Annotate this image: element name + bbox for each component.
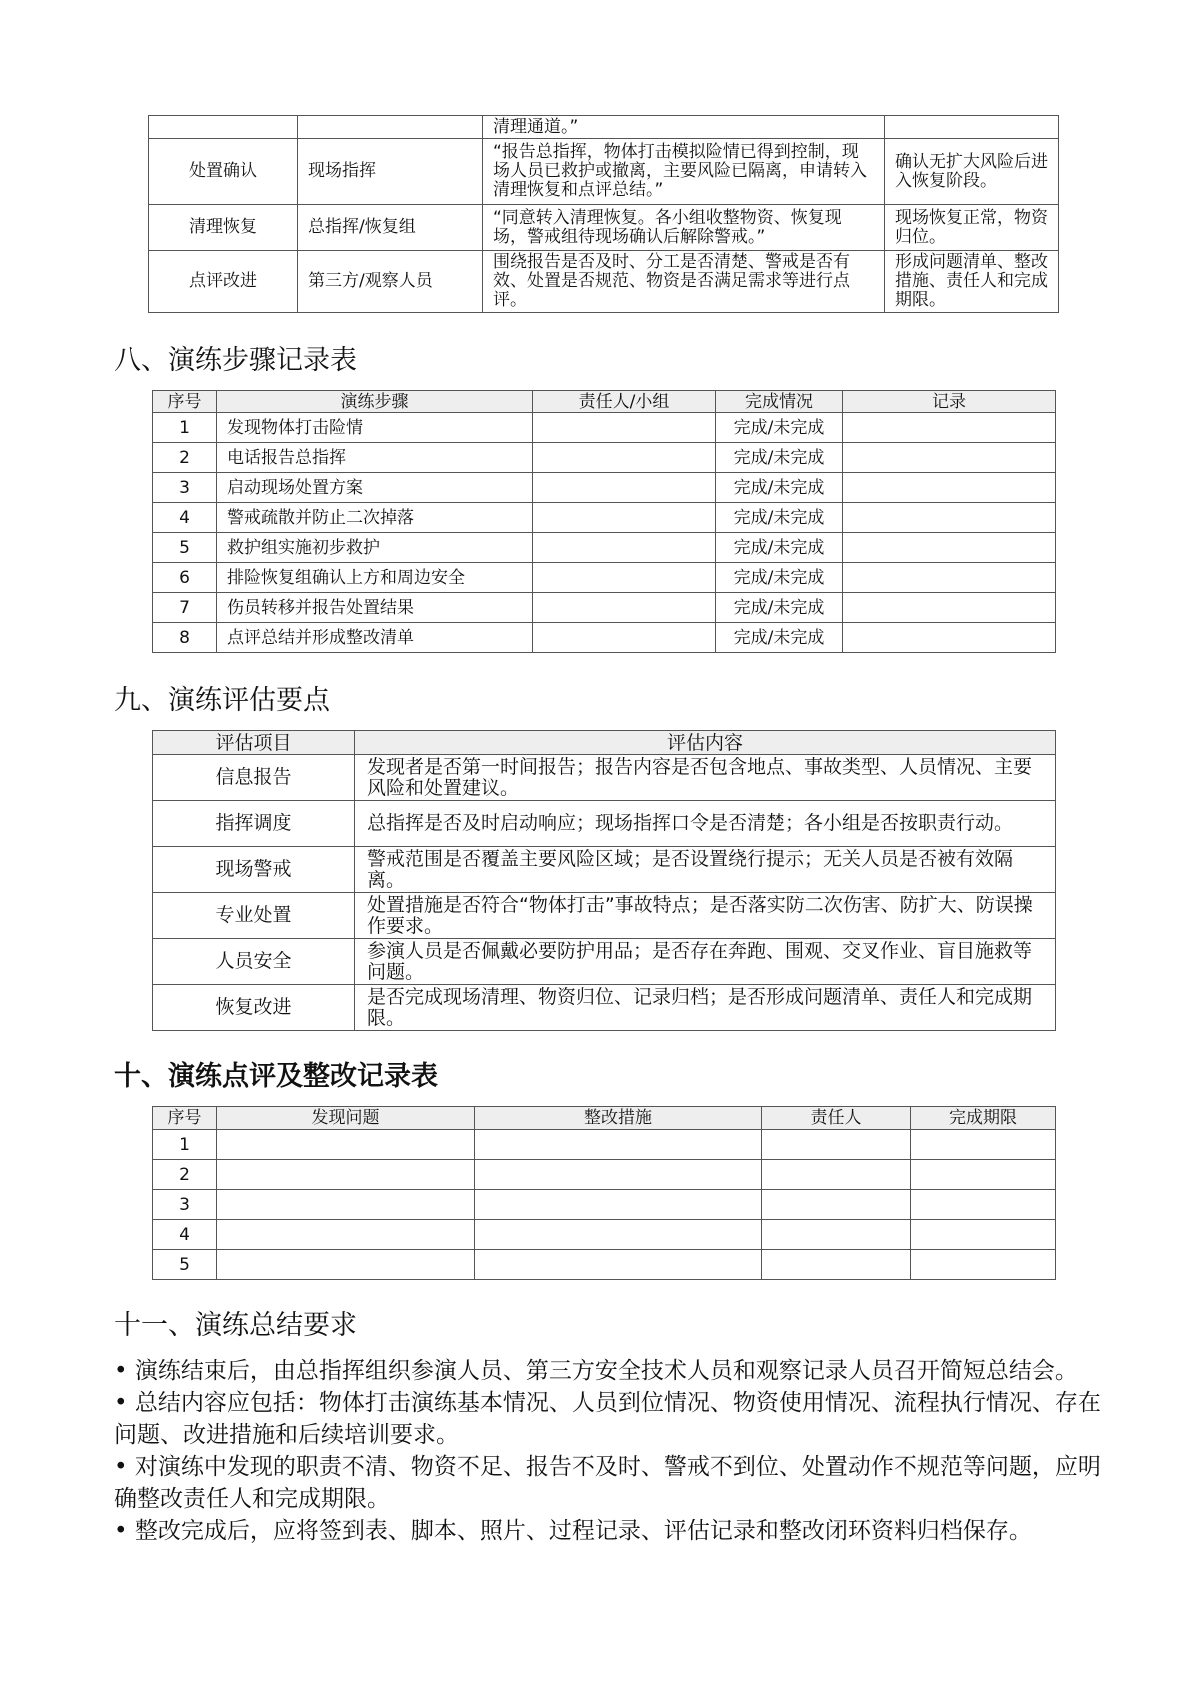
evaluation-item: 专业处置 bbox=[153, 893, 355, 939]
step-number: 3 bbox=[153, 473, 217, 503]
review-number: 3 bbox=[153, 1190, 217, 1220]
step-number: 5 bbox=[153, 533, 217, 563]
evaluation-table bbox=[152, 730, 1056, 1031]
review-issue bbox=[217, 1250, 475, 1280]
table-header-row bbox=[153, 731, 1056, 755]
table-row bbox=[149, 251, 1059, 313]
step-status: 完成/未完成 bbox=[716, 533, 843, 563]
section-10-title: 十、演练点评及整改记录表 bbox=[114, 1061, 438, 1092]
step-status: 完成/未完成 bbox=[716, 593, 843, 623]
step-owner bbox=[533, 503, 716, 533]
evaluation-content: 是否完成现场清理、物资归位、记录归档；是否形成问题清单、责任人和完成期限。 bbox=[355, 985, 1056, 1031]
scenario-role bbox=[298, 116, 483, 139]
drill-steps-table bbox=[152, 390, 1056, 653]
step-number: 2 bbox=[153, 443, 217, 473]
table-row bbox=[153, 1160, 1056, 1190]
step-owner bbox=[533, 563, 716, 593]
step-note bbox=[843, 473, 1056, 503]
table-row bbox=[153, 1190, 1056, 1220]
column-header: 序号 bbox=[153, 1107, 217, 1130]
summary-requirements bbox=[114, 1355, 1114, 1547]
review-deadline bbox=[911, 1160, 1056, 1190]
review-owner bbox=[762, 1130, 911, 1160]
evaluation-content: 发现者是否第一时间报告；报告内容是否包含地点、事故类型、人员情况、主要风险和处置建议。 bbox=[355, 755, 1056, 801]
table-row bbox=[153, 801, 1056, 847]
section-9-title: 九、演练评估要点 bbox=[114, 685, 330, 716]
scenario-result: 形成问题清单、整改措施、责任人和完成期限。 bbox=[885, 251, 1059, 313]
step-name: 伤员转移并报告处置结果 bbox=[217, 593, 533, 623]
column-header: 责任人 bbox=[762, 1107, 911, 1130]
evaluation-item: 人员安全 bbox=[153, 939, 355, 985]
review-number: 4 bbox=[153, 1220, 217, 1250]
step-note bbox=[843, 443, 1056, 473]
review-number: 5 bbox=[153, 1250, 217, 1280]
table-row bbox=[149, 139, 1059, 205]
review-number: 1 bbox=[153, 1130, 217, 1160]
review-measure bbox=[475, 1250, 762, 1280]
column-header: 完成情况 bbox=[716, 391, 843, 413]
review-deadline bbox=[911, 1190, 1056, 1220]
scenario-phase: 清理恢复 bbox=[149, 205, 298, 251]
scenario-script: “报告总指挥，物体打击模拟险情已得到控制，现场人员已救护或撤离，主要风险已隔离，申请转入清理恢复和点评总结。” bbox=[483, 139, 885, 205]
evaluation-content: 警戒范围是否覆盖主要风险区域；是否设置绕行提示；无关人员是否被有效隔离。 bbox=[355, 847, 1056, 893]
step-owner bbox=[533, 623, 716, 653]
review-rectification-table bbox=[152, 1106, 1056, 1280]
step-name: 救护组实施初步救护 bbox=[217, 533, 533, 563]
review-deadline bbox=[911, 1130, 1056, 1160]
table-row bbox=[153, 939, 1056, 985]
step-number: 8 bbox=[153, 623, 217, 653]
column-header: 责任人/小组 bbox=[533, 391, 716, 413]
review-owner bbox=[762, 1220, 911, 1250]
scenario-role: 总指挥/恢复组 bbox=[298, 205, 483, 251]
table-row bbox=[153, 473, 1056, 503]
scenario-script: 围绕报告是否及时、分工是否清楚、警戒是否有效、处置是否规范、物资是否满足需求等进行点评。 bbox=[483, 251, 885, 313]
table-header-row bbox=[153, 391, 1056, 413]
step-note bbox=[843, 563, 1056, 593]
column-header: 评估项目 bbox=[153, 731, 355, 755]
scenario-role: 第三方/观察人员 bbox=[298, 251, 483, 313]
step-owner bbox=[533, 593, 716, 623]
review-issue bbox=[217, 1160, 475, 1190]
scenario-script: “同意转入清理恢复。各小组收整物资、恢复现场，警戒组待现场确认后解除警戒。” bbox=[483, 205, 885, 251]
scenario-result: 现场恢复正常，物资归位。 bbox=[885, 205, 1059, 251]
review-owner bbox=[762, 1250, 911, 1280]
evaluation-content: 处置措施是否符合“物体打击”事故特点；是否落实防二次伤害、防扩大、防误操作要求。 bbox=[355, 893, 1056, 939]
review-deadline bbox=[911, 1250, 1056, 1280]
table-row bbox=[153, 847, 1056, 893]
table-row bbox=[153, 985, 1056, 1031]
column-header: 记录 bbox=[843, 391, 1056, 413]
step-status: 完成/未完成 bbox=[716, 413, 843, 443]
step-status: 完成/未完成 bbox=[716, 473, 843, 503]
scenario-result bbox=[885, 116, 1059, 139]
step-name: 警戒疏散并防止二次掉落 bbox=[217, 503, 533, 533]
table-row bbox=[149, 205, 1059, 251]
review-measure bbox=[475, 1220, 762, 1250]
evaluation-content: 参演人员是否佩戴必要防护用品；是否存在奔跑、围观、交叉作业、盲目施救等问题。 bbox=[355, 939, 1056, 985]
review-owner bbox=[762, 1160, 911, 1190]
table-row bbox=[153, 593, 1056, 623]
column-header: 完成期限 bbox=[911, 1107, 1056, 1130]
step-owner bbox=[533, 473, 716, 503]
step-note bbox=[843, 533, 1056, 563]
table-row bbox=[153, 755, 1056, 801]
table-row bbox=[153, 1130, 1056, 1160]
step-owner bbox=[533, 413, 716, 443]
step-note bbox=[843, 503, 1056, 533]
scenario-role: 现场指挥 bbox=[298, 139, 483, 205]
scenario-phase: 处置确认 bbox=[149, 139, 298, 205]
step-status: 完成/未完成 bbox=[716, 623, 843, 653]
evaluation-item: 现场警戒 bbox=[153, 847, 355, 893]
table-row bbox=[153, 1250, 1056, 1280]
scenario-phase bbox=[149, 116, 298, 139]
review-issue bbox=[217, 1190, 475, 1220]
review-issue bbox=[217, 1130, 475, 1160]
step-name: 点评总结并形成整改清单 bbox=[217, 623, 533, 653]
review-issue bbox=[217, 1220, 475, 1250]
table-row bbox=[153, 503, 1056, 533]
summary-bullet: • 整改完成后，应将签到表、脚本、照片、过程记录、评估记录和整改闭环资料归档保存。 bbox=[114, 1518, 1032, 1544]
table-row bbox=[153, 563, 1056, 593]
step-number: 4 bbox=[153, 503, 217, 533]
column-header: 演练步骤 bbox=[217, 391, 533, 413]
review-measure bbox=[475, 1190, 762, 1220]
review-owner bbox=[762, 1190, 911, 1220]
step-owner bbox=[533, 443, 716, 473]
step-note bbox=[843, 413, 1056, 443]
step-name: 启动现场处置方案 bbox=[217, 473, 533, 503]
step-note bbox=[843, 593, 1056, 623]
step-owner bbox=[533, 533, 716, 563]
column-header: 整改措施 bbox=[475, 1107, 762, 1130]
table-row bbox=[153, 623, 1056, 653]
step-number: 1 bbox=[153, 413, 217, 443]
table-row bbox=[153, 1220, 1056, 1250]
review-measure bbox=[475, 1160, 762, 1190]
summary-bullet: • 演练结束后，由总指挥组织参演人员、第三方安全技术人员和观察记录人员召开简短总结会。 bbox=[114, 1358, 1078, 1384]
step-name: 电话报告总指挥 bbox=[217, 443, 533, 473]
table-row bbox=[153, 413, 1056, 443]
scenario-phase: 点评改进 bbox=[149, 251, 298, 313]
summary-bullet: • 对演练中发现的职责不清、物资不足、报告不及时、警戒不到位、处置动作不规范等问题，应明确整改责任人和完成期限。 bbox=[114, 1454, 1101, 1512]
table-header-row bbox=[153, 1107, 1056, 1130]
review-deadline bbox=[911, 1220, 1056, 1250]
step-name: 发现物体打击险情 bbox=[217, 413, 533, 443]
scenario-result: 确认无扩大风险后进入恢复阶段。 bbox=[885, 139, 1059, 205]
step-number: 6 bbox=[153, 563, 217, 593]
step-number: 7 bbox=[153, 593, 217, 623]
section-11-title: 十一、演练总结要求 bbox=[114, 1310, 357, 1341]
table-row bbox=[149, 116, 1059, 139]
column-header: 发现问题 bbox=[217, 1107, 475, 1130]
scenario-script: 清理通道。” bbox=[483, 116, 885, 139]
evaluation-item: 信息报告 bbox=[153, 755, 355, 801]
step-name: 排险恢复组确认上方和周边安全 bbox=[217, 563, 533, 593]
step-note bbox=[843, 623, 1056, 653]
column-header: 评估内容 bbox=[355, 731, 1056, 755]
evaluation-item: 恢复改进 bbox=[153, 985, 355, 1031]
review-number: 2 bbox=[153, 1160, 217, 1190]
table-row bbox=[153, 893, 1056, 939]
step-status: 完成/未完成 bbox=[716, 443, 843, 473]
evaluation-item: 指挥调度 bbox=[153, 801, 355, 847]
scenario-table bbox=[148, 115, 1059, 313]
step-status: 完成/未完成 bbox=[716, 503, 843, 533]
summary-bullet: • 总结内容应包括：物体打击演练基本情况、人员到位情况、物资使用情况、流程执行情况、存在问题、改进措施和后续培训要求。 bbox=[114, 1390, 1101, 1448]
evaluation-content: 总指挥是否及时启动响应；现场指挥口令是否清楚；各小组是否按职责行动。 bbox=[355, 801, 1056, 847]
column-header: 序号 bbox=[153, 391, 217, 413]
section-8-title: 八、演练步骤记录表 bbox=[114, 345, 357, 376]
table-row bbox=[153, 533, 1056, 563]
review-measure bbox=[475, 1130, 762, 1160]
table-row bbox=[153, 443, 1056, 473]
step-status: 完成/未完成 bbox=[716, 563, 843, 593]
